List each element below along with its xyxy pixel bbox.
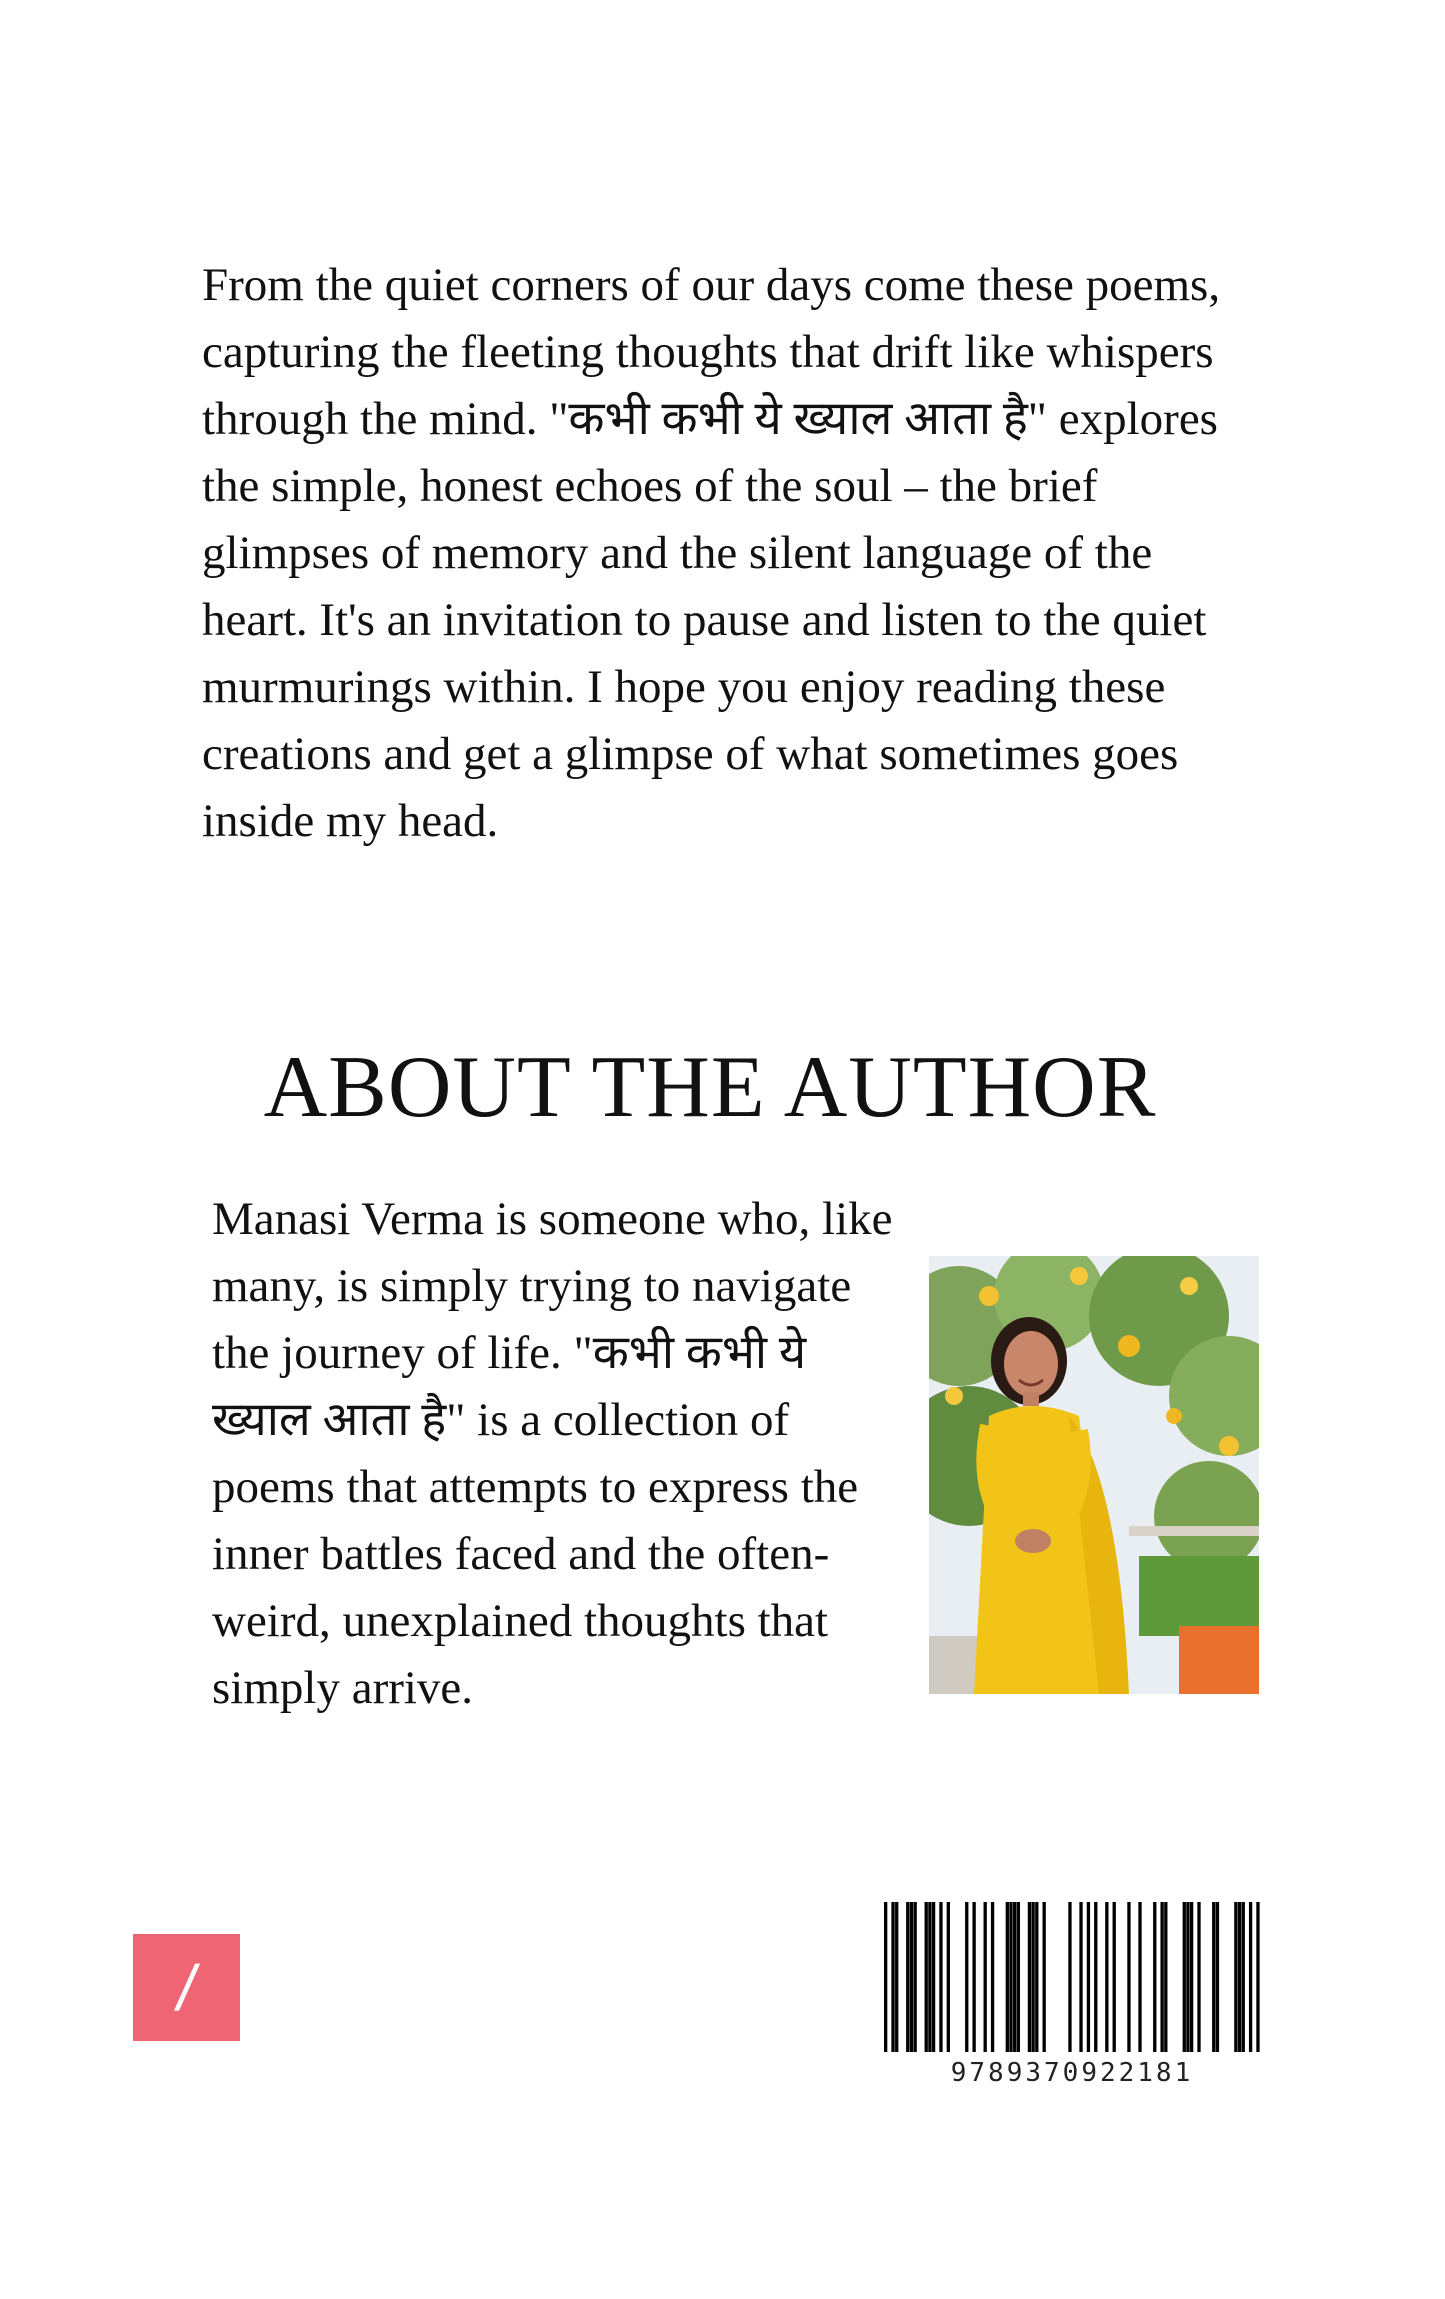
barcode-bar (1249, 1902, 1252, 2052)
author-bio: Manasi Verma is someone who, like many, is simply trying to navigate the journey of life. "कभी कभी ये ख्याल आता है" is a collection of poems that attempts to express the inner battles faced and the often-weird, unexplained thoughts that simply arrive. (212, 1193, 893, 1714)
barcode-bar (1160, 1902, 1163, 2052)
author-photo (929, 1256, 1259, 1694)
barcode-bar (913, 1902, 916, 2052)
barcode-bar (1113, 1902, 1116, 2052)
barcode-bar (1234, 1902, 1237, 2052)
barcode-bar (1238, 1902, 1241, 2052)
barcode-bar (1028, 1902, 1031, 2052)
barcode-bar (1094, 1902, 1097, 2052)
barcode-bar (1009, 1902, 1012, 2052)
barcode-bar (1138, 1902, 1141, 2052)
barcode-bar (925, 1902, 928, 2052)
barcode-bar (928, 1902, 931, 2052)
barcode-bar (991, 1902, 994, 2052)
barcode-bar (972, 1902, 975, 2052)
barcode-bar (1017, 1902, 1020, 2052)
barcode-bar (1197, 1902, 1200, 2052)
barcode-bar (1190, 1902, 1193, 2052)
barcode-bar (1256, 1902, 1259, 2052)
barcode-bar (1105, 1902, 1108, 2052)
barcode-bar (932, 1902, 935, 2052)
about-the-author-heading: ABOUT THE AUTHOR (263, 1039, 1157, 1136)
barcode-bar (895, 1902, 898, 2052)
barcode-bar (1164, 1902, 1167, 2052)
barcode-bar (910, 1902, 913, 2052)
barcode-bar (1035, 1902, 1038, 2052)
barcode-bar (1153, 1902, 1156, 2052)
barcode-bar (1242, 1902, 1245, 2052)
barcode-bar (1212, 1902, 1215, 2052)
barcode-bar (884, 1902, 887, 2052)
isbn-number: 9789370922181 (950, 2058, 1194, 2088)
barcode-bar (939, 1902, 942, 2052)
barcode-bar (1068, 1902, 1071, 2052)
barcode-bar (947, 1902, 950, 2052)
back-cover-blurb: From the quiet corners of our days come these poems, capturing the fleeting thoughts that drift like whispers through the mind. "कभी कभी ये ख्याल आता है" explores the simple, honest echoes of the soul – the brief glimpses of memory and the silent language of the heart. It's an invitation to pause and listen to the quiet murmurings within. I hope you enjoy reading these creations and get a glimpse of what sometimes goes inside my head. (202, 259, 1221, 847)
barcode-bar (891, 1902, 894, 2052)
barcode-bar (1043, 1902, 1046, 2052)
barcode-bar (1183, 1902, 1186, 2052)
barcode-bar (984, 1902, 987, 2052)
barcode-bar (1006, 1902, 1009, 2052)
barcode-bar (1087, 1902, 1090, 2052)
barcode-bar (1013, 1902, 1016, 2052)
barcode-bar (1127, 1902, 1130, 2052)
barcode-bar (1186, 1902, 1189, 2052)
barcode-bar (1079, 1902, 1082, 2052)
publisher-logo-glyph: / (171, 1951, 202, 2024)
isbn-barcode (884, 1902, 1260, 2052)
barcode-bar (1216, 1902, 1219, 2052)
barcode-bar (965, 1902, 968, 2052)
barcode-bar (906, 1902, 909, 2052)
barcode-bar (1031, 1902, 1034, 2052)
publisher-logo (133, 1934, 240, 2041)
